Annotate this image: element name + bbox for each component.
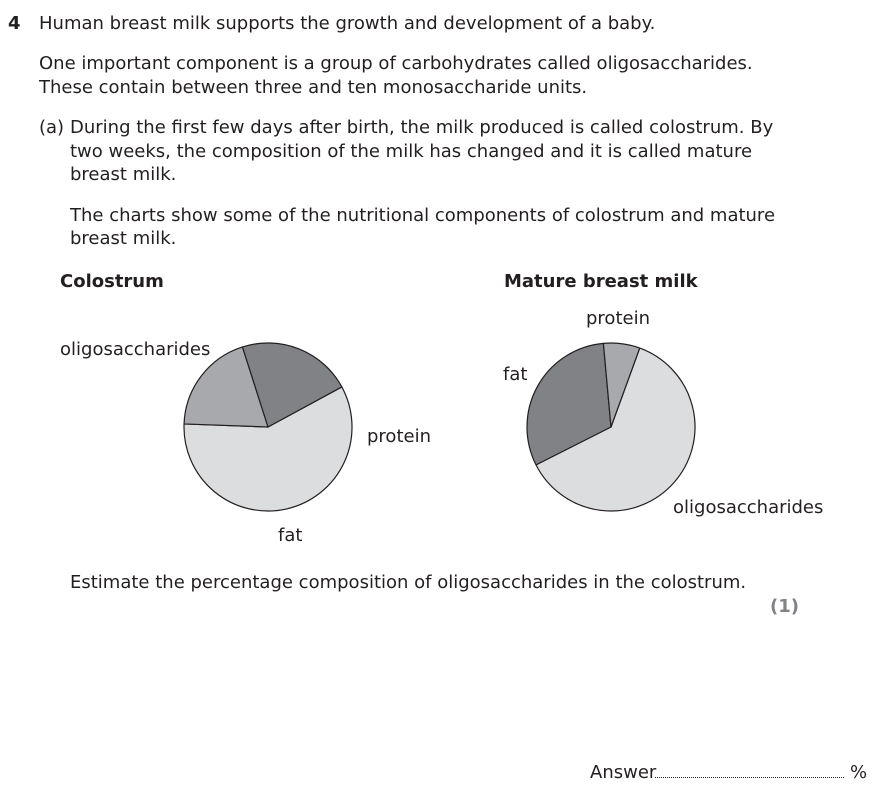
answer-label: Answer	[590, 762, 657, 783]
colostrum-pie-chart	[184, 343, 352, 511]
part-a-line-2: two weeks, the composition of the milk has changed and it is called mature	[70, 141, 753, 162]
question-number: 4	[8, 13, 21, 34]
colostrum-label-oligosaccharides: oligosaccharides	[60, 339, 211, 360]
part-a-line-1: During the first few days after birth, the milk produced is called colostrum. By	[70, 117, 774, 138]
answer-unit: %	[850, 762, 868, 783]
charts-description-line-2: breast milk.	[70, 228, 177, 249]
colostrum-label-protein: protein	[367, 426, 431, 447]
task-instruction: Estimate the percentage composition of oligosaccharides in the colostrum.	[70, 572, 747, 593]
mature-label-oligosaccharides: oligosaccharides	[673, 497, 824, 518]
intro-paragraph-line-2: These contain between three and ten monosaccharide units.	[39, 77, 588, 98]
mature-label-protein: protein	[586, 308, 650, 329]
colostrum-label-fat: fat	[278, 525, 303, 546]
answer-line[interactable]	[655, 777, 844, 778]
part-a-line-3: breast milk.	[70, 164, 177, 185]
marks-badge: (1)	[770, 596, 799, 617]
mature-pie-chart	[527, 343, 695, 511]
part-label: (a)	[39, 117, 65, 138]
mature-label-fat: fat	[503, 364, 528, 385]
intro-paragraph-line-1: One important component is a group of carbohydrates called oligosaccharides.	[39, 53, 753, 74]
mature-chart-title: Mature breast milk	[504, 271, 698, 292]
charts-description-line-1: The charts show some of the nutritional components of colostrum and mature	[70, 205, 776, 226]
colostrum-chart-title: Colostrum	[60, 271, 164, 292]
question-intro: Human breast milk supports the growth and development of a baby.	[39, 13, 656, 34]
